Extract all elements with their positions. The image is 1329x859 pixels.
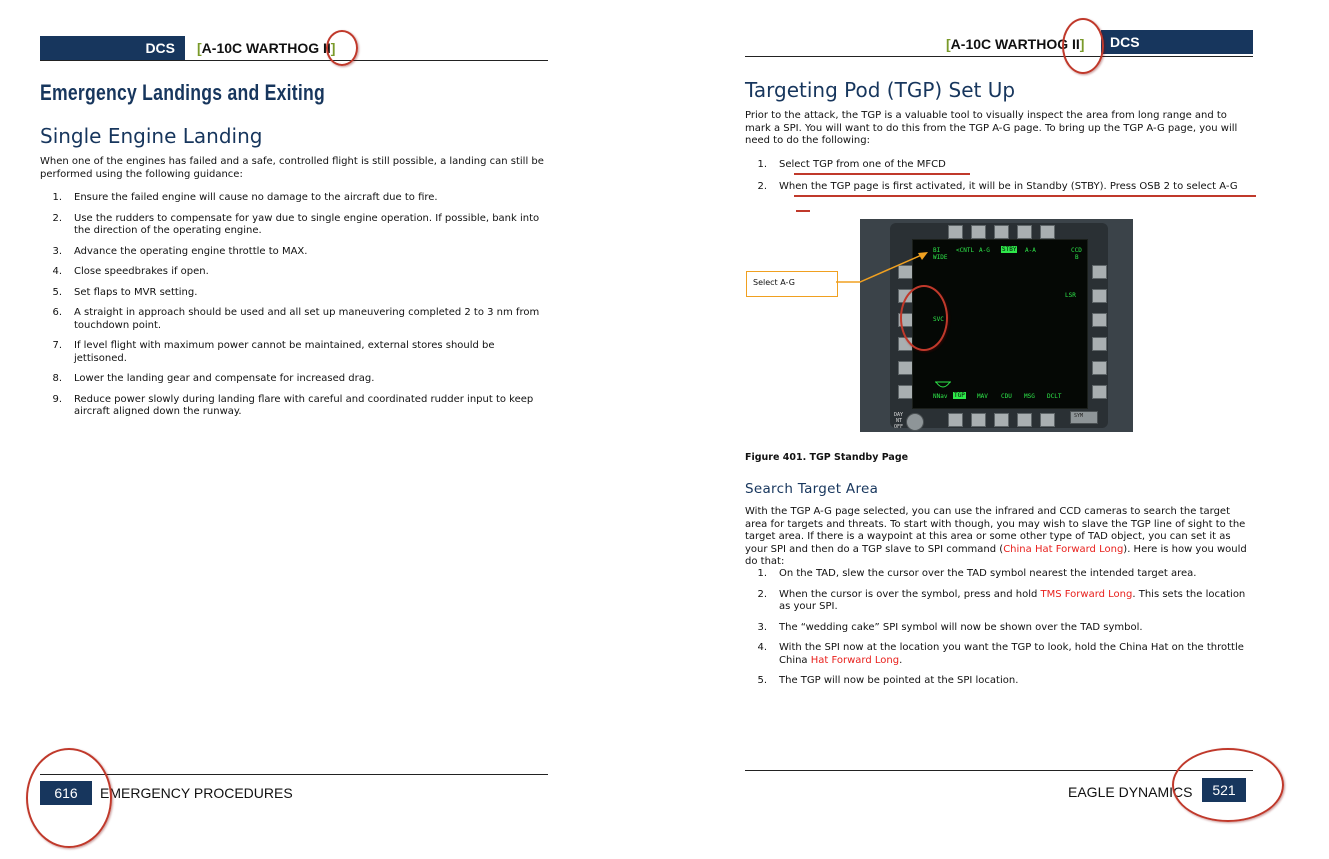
section-title: Single Engine Landing [40,124,263,148]
osb-top-4[interactable] [1017,225,1032,239]
osb-left-6[interactable] [898,385,913,399]
right-header-rule [745,56,1253,57]
list-item: 5. The TGP will now be pointed at the SPI location. [757,675,1019,686]
osb-right-5[interactable] [1092,361,1107,375]
left-page-number-annotation-circle [26,748,112,848]
china-hat-forward-long-link[interactable]: China Hat Forward Long [1003,543,1124,555]
screen-label-mav: MAV [977,393,988,400]
osb-top-3[interactable] [994,225,1009,239]
right-header-annotation-circle [1062,18,1104,74]
chapter-title: Emergency Landings and Exiting [40,80,325,105]
list-item: 3. Advance the operating engine throttle to MAX. [52,245,308,257]
list-item: 2. When the cursor is over the symbol, press and hold TMS Forward Long. This sets the location as your SPI. [757,588,1246,612]
osb-left-5[interactable] [898,361,913,375]
svc-annotation-circle [900,285,948,351]
tms-forward-long-link[interactable]: TMS Forward Long [1040,588,1133,600]
search-paragraph: With the TGP A-G page selected, you can use the infrared and CCD cameras to search the target area for targets and threats. To start with though, you may wish to slave the TGP line of sight to the target area. If there is a waypoint at this area or some other type of TAD object, you can set it as your SPI and then do a TGP slave to SPI command (China Hat Forward Long). Here is how you would do that: [745,506,1247,567]
screen-label-svc: SVC [933,316,944,323]
knob-label-off: OFF [894,424,904,430]
day-night-knob[interactable] [906,413,924,431]
left-footer-section: EMERGENCY PROCEDURES [100,785,293,801]
search-target-area-title: Search Target Area [745,481,879,497]
list-item: 1. On the TAD, slew the cursor over the TAD symbol nearest the intended target area. [757,568,1197,579]
list-item: 2. Use the rudders to compensate for yaw due to single engine operation. If possible, bank into the direction of the operating engine. [52,212,540,236]
tgp-intro-paragraph: Prior to the attack, the TGP is a valuable tool to visually inspect the area from long range and to mark a SPI. You will want to do this from the TGP A-G page. To bring up the TGP A-G page, you will need to do the following: [745,110,1238,146]
left-page-number: 616 [40,781,92,805]
screen-label-cntl: <CNTL [956,247,975,254]
list-item: 4. With the SPI now at the location you want the TGP to look, hold the China Hat on the throttle China Hat Forward Long. [757,642,1244,666]
list-item: 4. Close speedbrakes if open. [52,266,209,277]
osb-bottom-2[interactable] [971,413,986,427]
osb-right-3[interactable] [1092,313,1107,327]
osb-right-1[interactable] [1092,265,1107,279]
figure-caption: Figure 401. TGP Standby Page [745,452,909,463]
screen-label-dclt: DCLT [1047,393,1062,400]
screen-label-nnav: NNav [933,393,948,400]
left-header-title: [A-10C WARTHOG II] [197,40,336,56]
select-ag-callout [746,271,838,297]
screen-label-msg: MSG [1024,393,1035,400]
osb-bottom-4[interactable] [1017,413,1032,427]
osb-bottom-5[interactable] [1040,413,1055,427]
osb-top-5[interactable] [1040,225,1055,239]
list-item: 3. The “wedding cake” SPI symbol will now be shown over the TAD symbol. [757,621,1143,633]
screen-label-cdu: CDU [1001,393,1012,400]
screen-label-b: B [1075,254,1079,261]
single-engine-steps [40,192,550,419]
list-item: 2. When the TGP page is first activated, it will be in Standby (STBY). Press OSB 2 to select A-G [757,180,1238,192]
right-header-title: [A-10C WARTHOG II] [946,36,1085,52]
right-page-number-annotation-circle [1172,748,1284,822]
knob-label-nt: NT [896,418,903,424]
right-header-brand: DCS [1110,34,1140,50]
screen-label-ag: A-G [979,247,990,254]
list-item: 1. Ensure the failed engine will cause no damage to the aircraft due to fire. [52,192,438,203]
screen-label-bi: BI [933,247,941,254]
osb-bottom-1[interactable] [948,413,963,427]
list-item: 5. Set flaps to MVR setting. [52,286,198,298]
right-page-number: 521 [1202,778,1246,802]
list-item: 9. Reduce power slowly during landing flare with careful and coordinated rudder input to keep aircraft aligned down the runway. [52,393,534,417]
callout-text: Select A-G [753,278,795,287]
osb-right-4[interactable] [1092,337,1107,351]
tgp-setup-steps [745,159,1253,193]
right-footer-section: EAGLE DYNAMICS [1068,784,1193,800]
list-item: 8. Lower the landing gear and compensate for increased drag. [52,373,375,384]
list-item: 1. Select TGP from one of the MFCD [757,159,946,170]
screen-label-aa: A-A [1025,247,1036,254]
list-item: 6. A straight in approach should be used and all set up maneuvering completed 2 to 3 nm from touchdown point. [52,307,540,331]
screen-label-lsr: LSR [1065,292,1076,299]
left-header-rule [40,60,548,61]
screen-label-stby: STBY [1002,246,1017,253]
left-header-annotation-circle [326,30,358,66]
left-footer-rule [40,774,548,775]
knob-label-day: DAY [894,412,904,418]
horizon-symbol-icon [935,380,951,390]
osb-top-1[interactable] [948,225,963,239]
screen-label-ccd: CCD [1071,247,1082,254]
screen-label-tgp: TGP [954,392,965,399]
step2-annotation-underline [794,195,1256,197]
osb-bottom-3[interactable] [994,413,1009,427]
search-target-steps [745,568,1253,688]
list-item: 7. If level flight with maximum power cannot be maintained, external stores should be jettisoned. [52,340,495,364]
osb-right-2[interactable] [1092,289,1107,303]
step2-annotation-underline-short [796,210,810,212]
osb-right-6[interactable] [1092,385,1107,399]
step1-annotation-underline [794,173,970,175]
left-header-brand: DCS [145,40,175,56]
right-header-brand-bar [1101,30,1253,54]
screen-label-wide: WIDE [933,254,948,261]
sym-label: SYM [1074,413,1084,419]
intro-paragraph: When one of the engines has failed and a safe, controlled flight is still possible, a landing can still be performed using the following guidance: [40,156,544,180]
callout-arrow-icon [836,244,936,294]
osb-top-2[interactable] [971,225,986,239]
hat-forward-long-link[interactable]: Hat Forward Long [810,654,900,666]
tgp-section-title: Targeting Pod (TGP) Set Up [745,78,1016,102]
left-header-brand-bar [40,36,185,60]
